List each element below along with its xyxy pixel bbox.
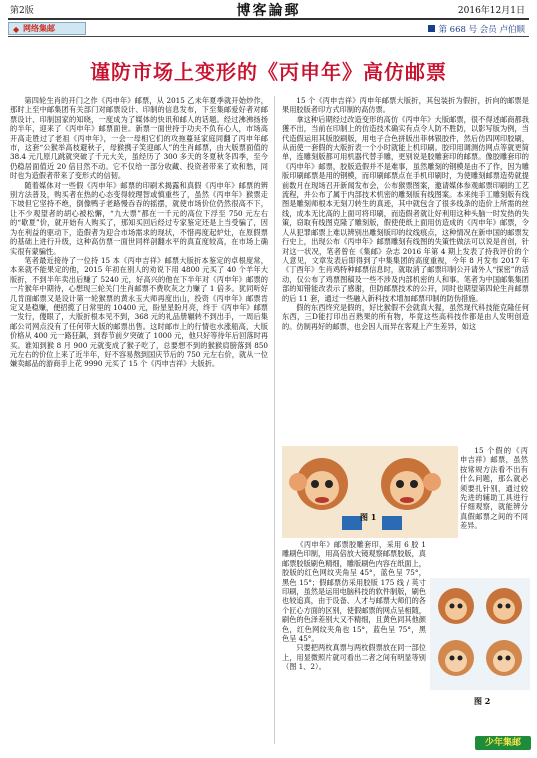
diamond-icon: ◆ [13, 24, 20, 34]
section-tab [8, 22, 86, 35]
paragraph: 15 个假的《丙申吉祥》邮票，虽然按常规方法看不出有什么问题，那么就必须要扎针别，通过较先进的辅助工具进行仔细观察，就能辨分真假邮票之间的不同差异。 [460, 446, 528, 531]
issue-line-text: 第 668 号 会员 卢伯顺 [438, 25, 525, 35]
magazine-logo: 少年集邮 [475, 736, 531, 750]
article-column-left [10, 96, 268, 742]
paragraph: 笔者最近接待了一位持 15 本《丙申吉祥》邮票大版折本鉴定的卓根度常，本来就不能果定的他，2015 年初在别人的劝说下用 4800 元买了 40 个羊年大版折，不到半年卖出后赚了 5240 元，好高兴的他在下半年对《丙申年》邮票的一片猴年中期待，心想现三轮关门生肖邮票不费吹灰之力赚了 1 倍多。犹同听好几肯面邮票又是设计第一轮猴票的黄永玉大师再度出山，投资《丙申年》邮票肯定又是稳赚，便招揽了日常里的 10400 元，盼星星盼月亮，终于《丙申年》邮票一发行，傻眼了，大版折根本见不到，368 元的礼品册辗转不到出手，一周后集邮公司网点没有了任何带大版的邮票出售。这时邮市上的行情也水涨船高，大版价格从 400 元一路狂飙，到春节前夕突破了 1000 元，他只好等待年后回落时再买。谁知到猴 8 月 900 元就变成了猴子吃了，总要想不到的猴猴肩膀落到 850 元左右的价位上来了近半年，好不容易熬到国庆节后的 750 元左右价，就从一位嫌卖邮品的游商手上花 9990 元买了 15 个《丙申吉祥》大版折。 [10, 255, 268, 369]
article-column-right [282, 96, 529, 461]
issue-date: 2016年12月1日 [457, 6, 525, 16]
paragraph: 随着媒体对一些假《丙申年》邮票的印刷术揭露和真假《丙申年》邮票的辨别方法普及，购买者在热的心态变得较理智或慎重些了，虽然《丙申年》猴票走下坡但它坚持不绝，倒像鸭子老路慢吞吞的摇摆，就使市场价位仍然很高不下，让不少观望者的胡心被松懈，“九大票”都在一千元的高位下浮至 750 元左右的“歇夏”价，就开始有人购买了，那知买回后经过专家鉴定还是上当受骗了，因为在利益的驱动下，造假者为迎合市场需求的现状，不惜再度起炉灶，在原假票的基础上进行升级，这种高仿票一面世同样剖翻水平的真直度较高，在市场上确实很有蒙骗性。 [10, 180, 268, 256]
article-column-right-bottom [282, 540, 426, 750]
issue-line [428, 23, 525, 35]
paragraph: 假的东西终究是假的，好比猴假不会就真大猩，虽然现代科技能克隆任何东西，三D能打印出百熟果的所有物，毕竟这些高科技作都是由人发明创造的。仿制再好的邮票，也会因人而异在客观上产生差异，如这 [282, 302, 529, 331]
header-rule [8, 18, 529, 20]
monkey-illustration-bottom-left [438, 640, 474, 676]
paragraph: 拿这种后期经过改造变形的高仿《丙申年》大版邮票，很不得述邮商都我獲不出，当前在印制上的仿造技术确实有点令人防不胜防，以影写版为例，当代造假运用其版胶刷版，用电子合色拼版出菲林银胶件，然后仿四网印胶刷，从而使一套假的大版折表一个小时就能上机印刷。胶印用调测仿网点等就更简单，连雕刻版都可用机器代替手雕，更别说是胶雕套印的邮票。像胶雕套印的《丙申年》邮票，胶版造假并不是难事，虽然雕刻的钢模是由不了作，因为雕版印刷邮票是用的钢模，而印刷邮票点在手机印刷时，为使雕刻邮票造势就提前数月在现场召开新闻发布会，公布猴票图案，邀请媒体参观邮票印刷的工艺流程，并公布了属于内部技术机密的雕刻版有线图案。本来纯手工雕刻版有线图是雕刻师根本无刻刀转生的真迹，其中就包含了很多线条的造价上所需的丝线，成本无比高的上面可将印刷，而造假者就让好利用这种头脑一时发热的失策，窃取有线图克隆了雕刻版，假使使纸上面用仿造成的《丙申年》邮票，令人从犯罪邮票上难以辨别出雕刻版印的纹线痕点，这种情况在新申国的邮票发行史上，出现公布《丙申年》邮票雕刻有线图的失策性做法可以说是首创，针对这一状况，笔者曾在《集邮》杂志 2016 年第 4 期上发表了持我评价的个人意见，文章发表后即得到了中集集团的高度重视，今年 8 月发布 2017 年《丁酉年》生肖鸡特种邮票信息时，就取消了邮票印制公开请外人“探密”的活动，仅公布了鸡票图稿及一些不涉及内部机密的人和事。笔者为中国邮集集团部的知错能改表示了感谢，但防邮票技术的公开，同时也期望第四轮生肖邮票的后 11 套，通过一些融入新科技术增加邮票印制的防伪措施。 [282, 114, 529, 303]
figure-2-stamp-image [430, 578, 530, 690]
paragraph: 《丙申年》邮票胶雕套印，采用 6 胶 1 雕刷色印制，用高倍放大镜观察邮票胶版，真邮票胶版刷色精细，雕版刷色内容在纸面上，胶版的红色网纹夹角呈 45°，蓝色呈 75°，黑色 15°；假邮票仿采用胶版 175 线 / 英寸印刷，虽然是运用电脑科技的软件制版，刷色也较追真，由于设备、人才与邮票大师们的各个匠心方面的区别，使假邮票的网点呈相随，刷色的色泽差别大又不精细，且黄色同其他颜色，红色网纹夹角也 15°，蓝色呈 75°，黑色呈 45°。 [282, 540, 426, 644]
column-divider [274, 96, 275, 744]
figure-1-caption: 图 1 [360, 512, 377, 522]
article-title: 谨防市场上变形的《丙申年》高仿邮票 [90, 60, 447, 84]
figure-1-stamp-image [282, 446, 458, 538]
bottom-note: 只要把两枚真票与两枚假票放在同一部位上，用显微照片就可看出二者之间有明显等别（图 1、2）。 [282, 643, 426, 672]
monkey-illustration-top-left [438, 588, 474, 624]
monkey-illustration-bottom-right [486, 640, 522, 676]
section-tab-label: 网络集邮 [23, 23, 55, 33]
article-sidebar-text [460, 446, 528, 554]
masthead: 博客論郵 [236, 3, 301, 19]
square-bullet-icon [428, 25, 435, 32]
section-bar [8, 22, 529, 36]
edition-label: 第2版 [10, 6, 34, 16]
paragraph: 15 个《丙申吉祥》丙申年邮票大版折，其包装折为假折，折向的邮票是果用胶版者印方式印制的高仿票。 [282, 96, 529, 115]
figure-2-caption: 图 2 [474, 696, 491, 706]
section-rule [8, 36, 529, 37]
monkey-illustration-top-right [486, 588, 522, 624]
page-header [0, 0, 537, 17]
paragraph: 第四轮生肖的开门之作《丙申年》邮票，从 2015 乙未年夏季就开始炒作，那时上至中邮集团有关部门对邮票设计、印制的信息发布，下至集邮爱好者对邮票设计、印制国家的知晓，一度成为了媒体的快讯和邮人的话题。经过沸沸扬扬的半年，迎来了《丙申年》邮票面世。新票一面世持于功夫不负有心人，市场高开高走胜过了老祖《丙申年》，一会一母相它们的攻拖蔓延家庭同翻了丙申年邮市，这套“公猴举高枝避秋子，母猴携子笑迎邮人”的生肖邮票，由大版票面值的 38.4 元几原几跳就突破了千元大关，虽经历了 300 多天的冬夏秋冬四季，至今仍稳居面值近 20 倍目然不动。它不仅给一部分收藏、投资者带来了欢和愁，同时也为造假者带来了变形式的信韧。 [10, 96, 268, 181]
